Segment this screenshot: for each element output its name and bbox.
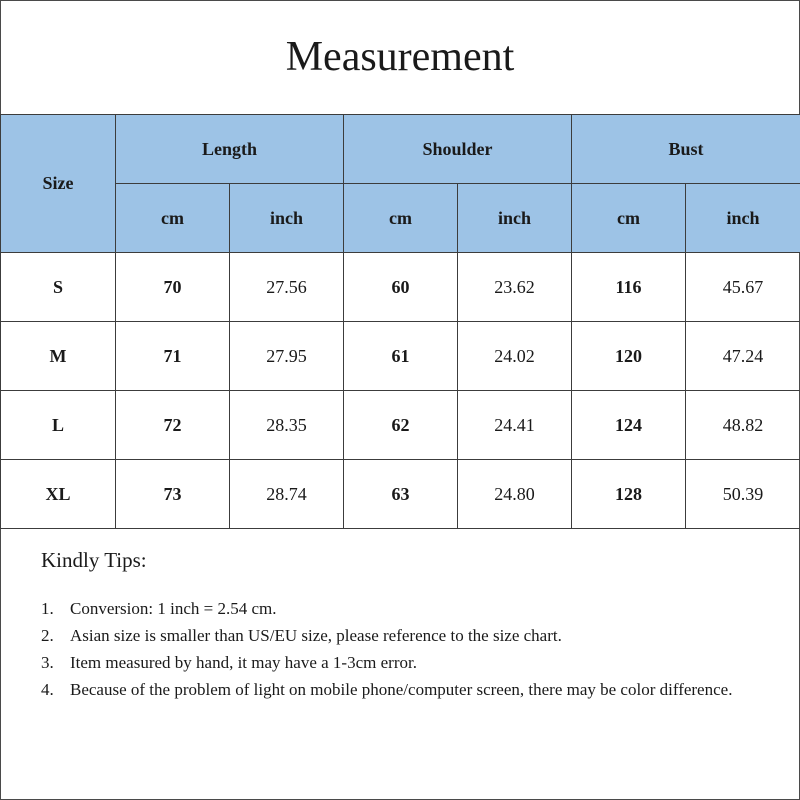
size-column-header: Size — [1, 115, 116, 253]
shoulder-cm-cell: 61 — [344, 322, 458, 391]
unit-header: cm — [344, 184, 458, 253]
length-column-header: Length — [116, 115, 344, 184]
size-cell: L — [1, 391, 116, 460]
list-number: 3. — [41, 653, 54, 672]
shoulder-column-header: Shoulder — [344, 115, 572, 184]
tip-text: Conversion: 1 inch = 2.54 cm. — [70, 599, 277, 618]
length-inch-cell: 28.35 — [230, 391, 344, 460]
length-cm-cell: 71 — [116, 322, 230, 391]
table-row — [1, 322, 800, 391]
bust-inch-cell: 47.24 — [686, 322, 800, 391]
unit-header: cm — [116, 184, 230, 253]
list-item — [41, 649, 761, 676]
shoulder-inch-cell: 24.41 — [458, 391, 572, 460]
shoulder-cm-cell: 60 — [344, 253, 458, 322]
bust-cm-cell: 120 — [572, 322, 686, 391]
bust-column-header: Bust — [572, 115, 800, 184]
table-unit-row — [1, 184, 800, 253]
unit-header: inch — [458, 184, 572, 253]
shoulder-cm-cell: 63 — [344, 460, 458, 529]
shoulder-cm-cell: 62 — [344, 391, 458, 460]
size-cell: M — [1, 322, 116, 391]
length-inch-cell: 27.56 — [230, 253, 344, 322]
bust-inch-cell: 50.39 — [686, 460, 800, 529]
tips-list — [41, 595, 761, 703]
size-cell: XL — [1, 460, 116, 529]
list-number: 1. — [41, 599, 54, 618]
unit-header: inch — [686, 184, 800, 253]
list-item — [41, 622, 761, 649]
length-inch-cell: 28.74 — [230, 460, 344, 529]
bust-inch-cell: 48.82 — [686, 391, 800, 460]
shoulder-inch-cell: 23.62 — [458, 253, 572, 322]
table-row — [1, 391, 800, 460]
bust-cm-cell: 128 — [572, 460, 686, 529]
size-chart-table — [0, 114, 800, 529]
page-title: Measurement — [285, 34, 515, 80]
shoulder-inch-cell: 24.02 — [458, 322, 572, 391]
list-item — [41, 595, 761, 622]
size-cell: S — [1, 253, 116, 322]
bust-inch-cell: 45.67 — [686, 253, 800, 322]
tips-title: Kindly Tips: — [41, 548, 147, 572]
tip-text: Item measured by hand, it may have a 1-3cm error. — [70, 653, 417, 672]
list-number: 2. — [41, 626, 54, 645]
bust-cm-cell: 116 — [572, 253, 686, 322]
list-item — [41, 676, 761, 703]
shoulder-inch-cell: 24.80 — [458, 460, 572, 529]
bust-cm-cell: 124 — [572, 391, 686, 460]
list-number: 4. — [41, 680, 54, 699]
length-cm-cell: 73 — [116, 460, 230, 529]
tips-section — [41, 548, 761, 703]
unit-header: cm — [572, 184, 686, 253]
length-cm-cell: 72 — [116, 391, 230, 460]
length-inch-cell: 27.95 — [230, 322, 344, 391]
table-header-row — [1, 115, 800, 184]
table-row — [1, 253, 800, 322]
table-row — [1, 460, 800, 529]
tip-text: Because of the problem of light on mobile phone/computer screen, there may be color difference. — [70, 680, 733, 699]
length-cm-cell: 70 — [116, 253, 230, 322]
unit-header: inch — [230, 184, 344, 253]
tip-text: Asian size is smaller than US/EU size, please reference to the size chart. — [70, 626, 562, 645]
